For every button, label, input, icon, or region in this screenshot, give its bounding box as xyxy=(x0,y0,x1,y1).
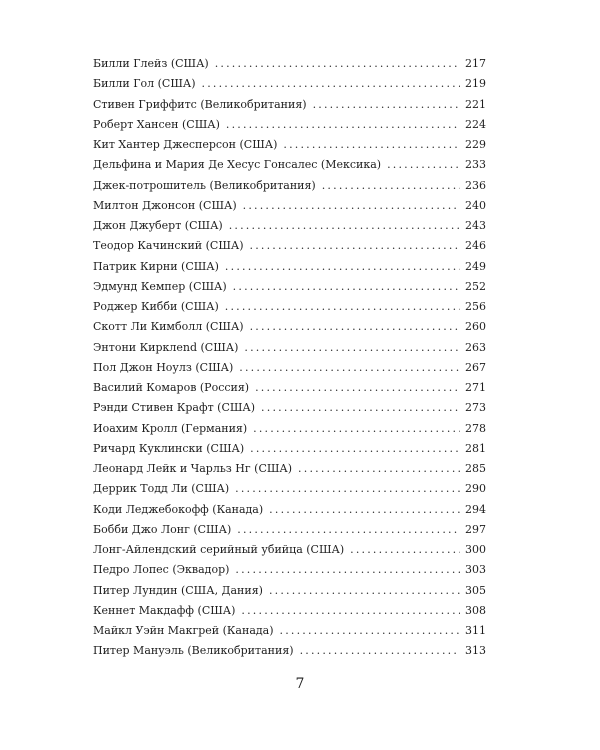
toc-entry-title: Майкл Уэйн Макгрей (Канада) xyxy=(93,624,274,637)
toc-entry-page: 290 xyxy=(465,482,486,496)
dot-leader xyxy=(250,439,460,459)
toc-entry-title: Иоахим Кролл (Германия) xyxy=(93,421,248,435)
dot-leader xyxy=(215,54,460,74)
dot-leader xyxy=(280,621,461,641)
toc-entry-page: 224 xyxy=(465,117,486,131)
toc-entry-title: Роберт Хансен (США) xyxy=(93,117,220,131)
toc-entry xyxy=(93,520,486,540)
dot-leader xyxy=(313,95,460,115)
dot-leader xyxy=(253,419,460,439)
toc-entry xyxy=(93,398,486,418)
page-number: 7 xyxy=(295,676,305,692)
toc-entry xyxy=(93,74,486,94)
toc-entry-title: Билли Глейз (США) xyxy=(93,57,209,70)
dot-leader xyxy=(255,378,460,398)
toc-entry xyxy=(93,216,486,236)
dot-leader xyxy=(239,358,460,378)
dot-leader xyxy=(300,641,460,661)
toc-entry xyxy=(93,581,486,601)
toc-entry-page: 273 xyxy=(465,401,486,415)
toc-entry-page: 285 xyxy=(465,462,486,475)
toc-entry-title: Эдмунд Кемпер (США) xyxy=(93,279,227,293)
toc-entry-page: 271 xyxy=(465,381,486,394)
toc-entry-title: Педро Лопес (Эквадор) xyxy=(93,563,230,577)
toc-entry xyxy=(93,459,486,479)
toc-entry-title: Деррик Тодд Ли (США) xyxy=(93,482,230,496)
dot-leader xyxy=(298,459,460,479)
dot-leader xyxy=(269,581,460,601)
toc-entry-page: 313 xyxy=(465,644,486,658)
toc-entry-page: 240 xyxy=(465,198,486,212)
toc-entry-page: 303 xyxy=(465,563,486,577)
toc-entry-title: Энтони Кирклend (США) xyxy=(93,340,239,354)
toc-entry-title: Патрик Кирни (США) xyxy=(93,259,219,273)
toc-entry xyxy=(93,601,486,621)
table-of-contents xyxy=(93,54,486,662)
toc-entry-title: Милтон Джонсон (США) xyxy=(93,198,237,212)
toc-entry xyxy=(93,176,486,196)
toc-entry-title: Кеннет Макдафф (США) xyxy=(93,603,236,617)
toc-entry-page: 229 xyxy=(465,138,486,151)
toc-entry-page: 249 xyxy=(465,259,486,273)
toc-entry-page: 256 xyxy=(465,300,486,313)
toc-entry xyxy=(93,378,486,398)
toc-entry xyxy=(93,641,486,661)
toc-entry-page: 308 xyxy=(465,603,486,617)
toc-entry-title: Лонг-Айлендский серийный убийца (США) xyxy=(93,543,345,556)
dot-leader xyxy=(269,500,460,520)
toc-entry-title: Ричард Куклински (США) xyxy=(93,441,245,455)
toc-entry-title: Джон Джуберт (США) xyxy=(93,219,223,232)
toc-entry-page: 219 xyxy=(465,77,486,91)
toc-entry-title: Леонард Лейк и Чарльз Нг (США) xyxy=(93,462,293,475)
toc-entry xyxy=(93,439,486,459)
toc-entry-title: Билли Гол (США) xyxy=(93,77,196,91)
dot-leader xyxy=(261,398,460,418)
toc-entry-page: 236 xyxy=(465,178,486,192)
toc-entry-title: Стивен Гриффитс (Великобритания) xyxy=(93,97,307,111)
dot-leader xyxy=(237,520,460,540)
dot-leader xyxy=(202,74,461,94)
dot-leader xyxy=(250,317,460,337)
toc-entry xyxy=(93,135,486,155)
toc-entry xyxy=(93,196,486,216)
toc-entry-page: 246 xyxy=(465,239,486,253)
toc-entry xyxy=(93,419,486,439)
toc-entry-title: Пол Джон Ноулз (США) xyxy=(93,360,234,374)
toc-entry-title: Василий Комаров (Россия) xyxy=(93,381,250,394)
toc-entry xyxy=(93,479,486,499)
toc-entry-title: Кит Хантер Джесперсон (США) xyxy=(93,138,278,151)
toc-entry xyxy=(93,297,486,317)
toc-entry xyxy=(93,236,486,256)
toc-entry-page: 297 xyxy=(465,522,486,536)
dot-leader xyxy=(387,155,460,175)
toc-entry xyxy=(93,338,486,358)
toc-entry xyxy=(93,560,486,580)
toc-entry-page: 305 xyxy=(465,583,486,597)
dot-leader xyxy=(241,601,460,621)
toc-entry-title: Теодор Качинский (США) xyxy=(93,239,244,253)
dot-leader xyxy=(250,236,461,256)
toc-entry-page: 263 xyxy=(465,340,486,354)
toc-entry xyxy=(93,95,486,115)
dot-leader xyxy=(229,216,460,236)
toc-entry-title: Роджер Кибби (США) xyxy=(93,300,219,313)
dot-leader xyxy=(225,297,460,317)
toc-entry-title: Джек-потрошитель (Великобритания) xyxy=(93,178,316,192)
toc-entry-page: 300 xyxy=(465,543,486,556)
dot-leader xyxy=(322,176,460,196)
toc-entry xyxy=(93,358,486,378)
dot-leader xyxy=(235,479,460,499)
toc-entry xyxy=(93,500,486,520)
toc-entry xyxy=(93,317,486,337)
toc-entry-page: 267 xyxy=(465,360,486,374)
toc-entry-page: 311 xyxy=(465,624,486,637)
toc-entry-title: Коди Леджебокофф (Канада) xyxy=(93,502,264,516)
toc-entry-title: Скотт Ли Кимболл (США) xyxy=(93,320,244,334)
dot-leader xyxy=(350,540,460,560)
toc-entry-page: 243 xyxy=(465,219,486,232)
toc-entry xyxy=(93,54,486,74)
dot-leader xyxy=(226,115,460,135)
toc-entry-title: Питер Мануэль (Великобритания) xyxy=(93,644,294,658)
dot-leader xyxy=(233,277,460,297)
toc-entry xyxy=(93,621,486,641)
toc-entry-page: 217 xyxy=(465,57,486,70)
toc-entry-page: 221 xyxy=(465,97,486,111)
dot-leader xyxy=(244,338,460,358)
toc-entry-title: Питер Лундин (США, Дания) xyxy=(93,583,263,597)
toc-entry-page: 278 xyxy=(465,421,486,435)
toc-entry-title: Дельфина и Мария Де Хесус Гонсалес (Мексика) xyxy=(93,158,382,172)
toc-entry-page: 294 xyxy=(465,502,486,516)
toc-entry xyxy=(93,277,486,297)
dot-leader xyxy=(283,135,460,155)
toc-entry xyxy=(93,257,486,277)
toc-entry xyxy=(93,540,486,560)
toc-entry xyxy=(93,115,486,135)
toc-entry-page: 252 xyxy=(465,279,486,293)
toc-entry-page: 233 xyxy=(465,158,486,172)
dot-leader xyxy=(243,196,460,216)
toc-entry xyxy=(93,155,486,175)
toc-entry-title: Бобби Джо Лонг (США) xyxy=(93,522,232,536)
toc-entry-page: 281 xyxy=(465,441,486,455)
dot-leader xyxy=(235,560,460,580)
toc-entry-title: Рэнди Стивен Крафт (США) xyxy=(93,401,256,415)
toc-entry-page: 260 xyxy=(465,320,486,334)
dot-leader xyxy=(225,257,460,277)
